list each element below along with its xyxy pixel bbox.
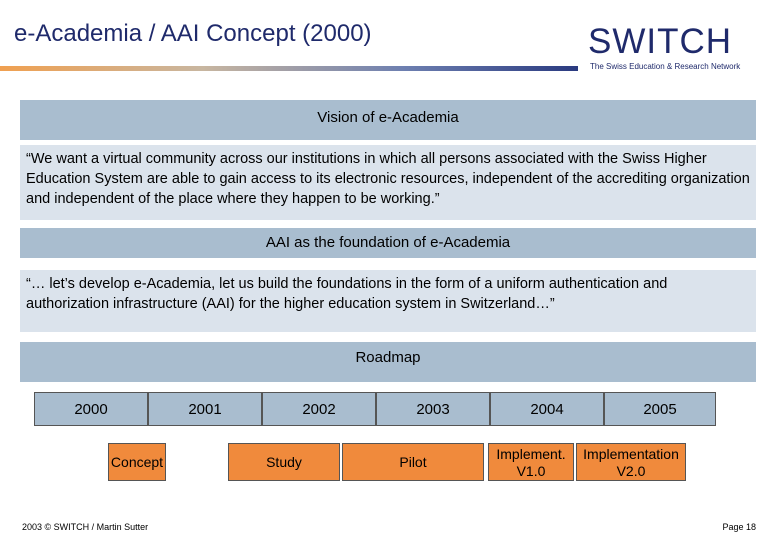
vision-heading: Vision of e-Academia bbox=[20, 100, 756, 140]
year-2004: 2004 bbox=[490, 392, 604, 426]
phase-version: V2.0 bbox=[616, 463, 646, 479]
year-2005: 2005 bbox=[604, 392, 716, 426]
phase-label: Concept bbox=[110, 454, 164, 470]
aai-heading: AAI as the foundation of e-Academia bbox=[20, 228, 756, 258]
year-2000: 2000 bbox=[34, 392, 148, 426]
phase-label: Study bbox=[266, 454, 302, 470]
phase-label: Pilot bbox=[399, 454, 427, 470]
title-rule bbox=[0, 66, 578, 71]
phase-study bbox=[228, 443, 340, 481]
year-2002: 2002 bbox=[262, 392, 376, 426]
logo-tagline: The Swiss Education & Research Network bbox=[590, 62, 741, 71]
phase-pilot bbox=[342, 443, 484, 481]
phase-implementation-v2 bbox=[576, 443, 686, 481]
roadmap-heading: Roadmap bbox=[20, 342, 756, 382]
phase-label: Implementation bbox=[583, 446, 679, 462]
logo-wordmark: SWITCH bbox=[588, 22, 733, 61]
footer-copyright: 2003 © SWITCH / Martin Sutter bbox=[22, 522, 149, 532]
switch-logo bbox=[588, 24, 768, 74]
year-2001: 2001 bbox=[148, 392, 262, 426]
slide-title: e-Academia / AAI Concept (2000) bbox=[14, 20, 372, 47]
footer-page-number: Page 18 bbox=[722, 522, 756, 532]
vision-quote: “We want a virtual community across our institutions in which all persons associated with the Swiss Higher Education System are able to gain access to its electronic resources, independent of the accrediting organization and independent of the place where they happen to be working.” bbox=[20, 145, 756, 220]
aai-quote: “… let’s develop e-Academia, let us build the foundations in the form of a uniform authentication and authorization infrastructure (AAI) for the higher education system in Switzerland…” bbox=[20, 270, 756, 332]
phase-version: V1.0 bbox=[516, 463, 546, 479]
phase-implement-v1 bbox=[488, 443, 574, 481]
year-2003: 2003 bbox=[376, 392, 490, 426]
phase-concept bbox=[108, 443, 166, 481]
phase-label: Implement. bbox=[496, 446, 566, 462]
